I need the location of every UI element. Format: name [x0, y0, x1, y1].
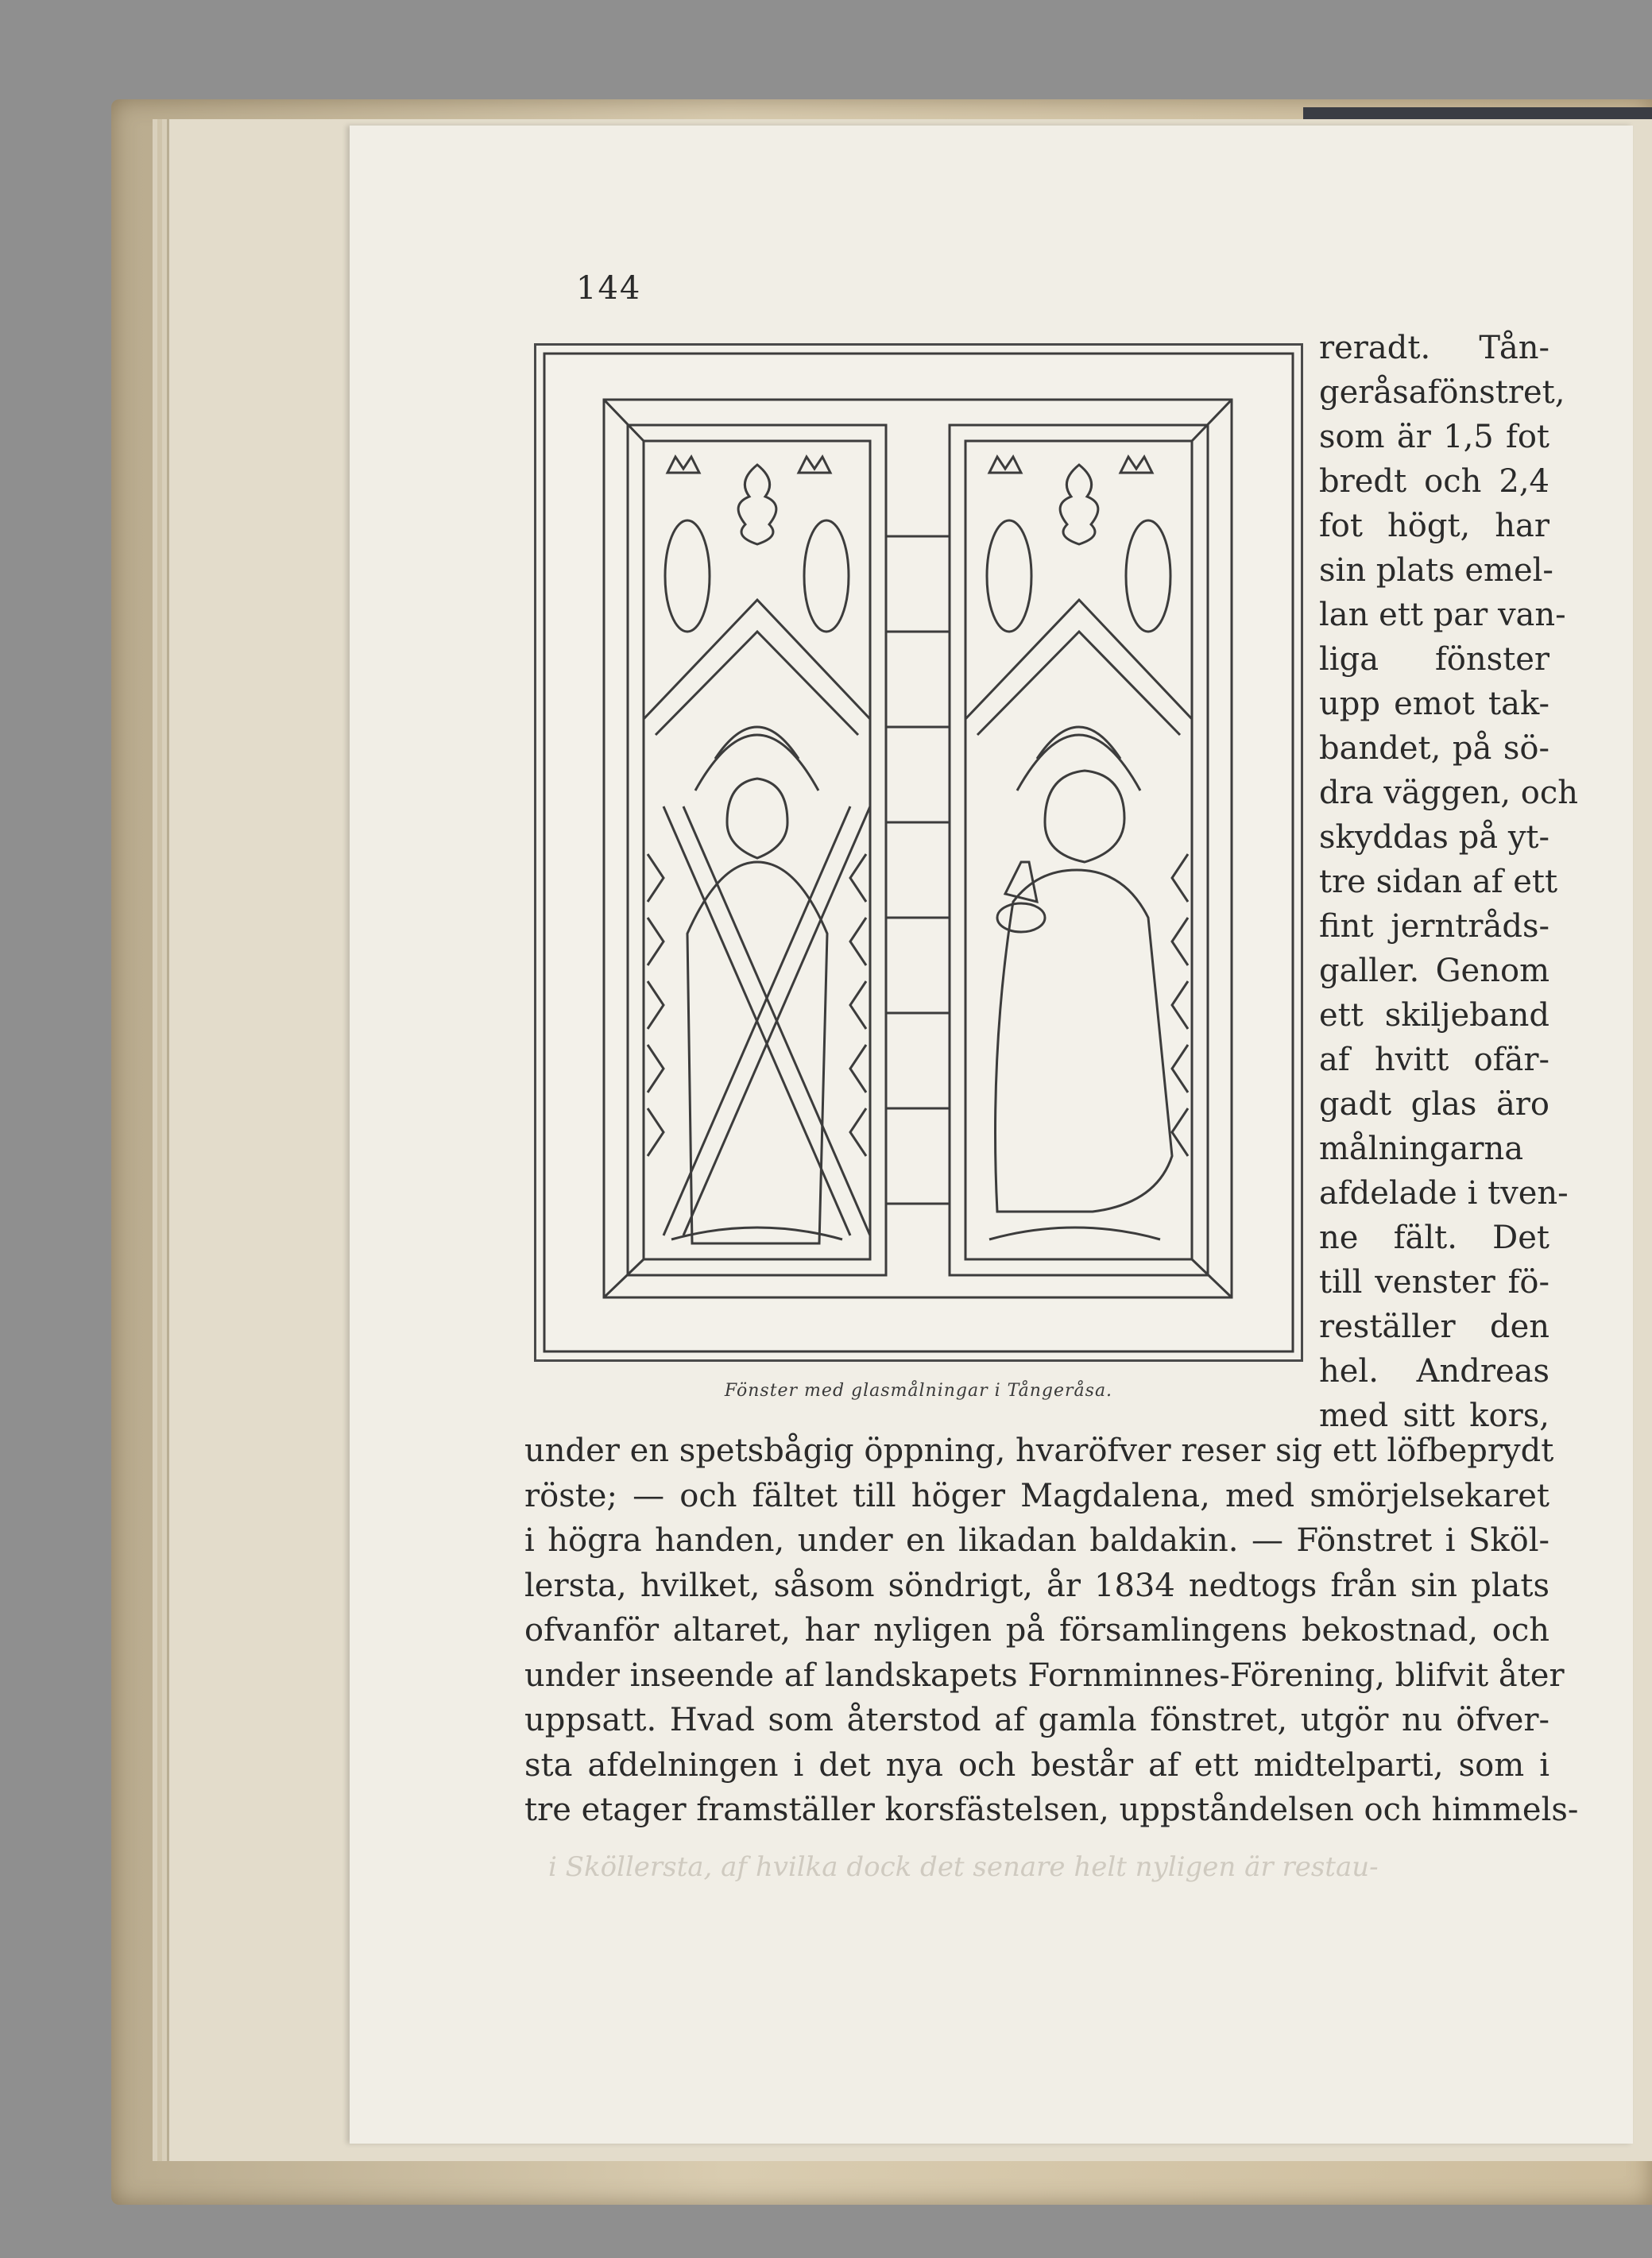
text-line: med sitt kors, [1319, 1398, 1549, 1434]
bleed-through-text: i Sköllersta, af hvilka dock det senare helt nyligen är restau- [548, 1851, 1379, 1883]
text-line: fot högt, har [1319, 508, 1549, 544]
text-line: som är 1,5 fot [1319, 419, 1549, 455]
text-line: fint jerntråds- [1319, 908, 1549, 945]
text-line: bredt och 2,4 [1319, 463, 1549, 500]
text-line: liga fönster [1319, 641, 1549, 678]
figure-caption: Fönster med glasmålningar i Tångeråsa. [724, 1381, 1113, 1401]
text-line: ne fält. Det [1319, 1220, 1549, 1256]
text-line: sta afdelningen i det nya och består af ett midtelparti, som i [524, 1746, 1549, 1784]
text-line: gadt glas äro [1319, 1086, 1549, 1123]
text-line: uppsatt. Hvad som återstod af gamla fönstret, utgör nu öfver- [524, 1702, 1549, 1738]
text-line: tre sidan af ett [1319, 864, 1558, 900]
text-line: galler. Genom [1319, 953, 1549, 989]
text-line: upp emot tak- [1319, 686, 1549, 722]
text-line: af hvitt ofär- [1319, 1042, 1549, 1078]
text-line: geråsafönstret, [1319, 374, 1565, 411]
text-line: dra väggen, och [1319, 775, 1579, 811]
text-line: sin plats emel- [1319, 552, 1553, 589]
window-engraving [536, 346, 1301, 1359]
text-line: till venster fö- [1319, 1264, 1549, 1301]
stained-glass-window-illustration [534, 343, 1303, 1362]
main-column-text [524, 1429, 1579, 1833]
text-line: afdelade i tven- [1319, 1175, 1569, 1212]
text-line: under en spetsbågig öppning, hvaröfver reser sig ett löfbeprydt [524, 1433, 1554, 1469]
text-line: ofvanför altaret, har nyligen på församlingens bekostnad, och [524, 1612, 1549, 1649]
side-column-text [1319, 326, 1579, 1438]
text-line: bandet, på sö- [1319, 730, 1549, 767]
text-line: under inseende af landskapets Fornminnes-Förening, blifvit åter [524, 1657, 1565, 1694]
text-line: ett skiljeband [1319, 997, 1549, 1034]
text-line: hel. Andreas [1319, 1353, 1549, 1390]
page-number: 144 [576, 270, 642, 307]
text-line: lan ett par van- [1319, 597, 1566, 633]
text-line: målningarna [1319, 1131, 1524, 1167]
text-line: röste; — och fältet till höger Magdalena, med smörjelsekaret [524, 1477, 1549, 1514]
text-line: reradt. Tån- [1319, 330, 1549, 366]
text-line: skyddas på yt- [1319, 819, 1550, 856]
text-line: i högra handen, under en likadan baldakin. — Fönstret i Sköl- [524, 1522, 1549, 1559]
text-line: tre etager framställer korsfästelsen, uppståndelsen och himmels- [524, 1792, 1579, 1828]
text-line: lersta, hvilket, såsom söndrigt, år 1834 nedtogs från sin plats [524, 1567, 1549, 1604]
text-line: reställer den [1319, 1309, 1549, 1345]
